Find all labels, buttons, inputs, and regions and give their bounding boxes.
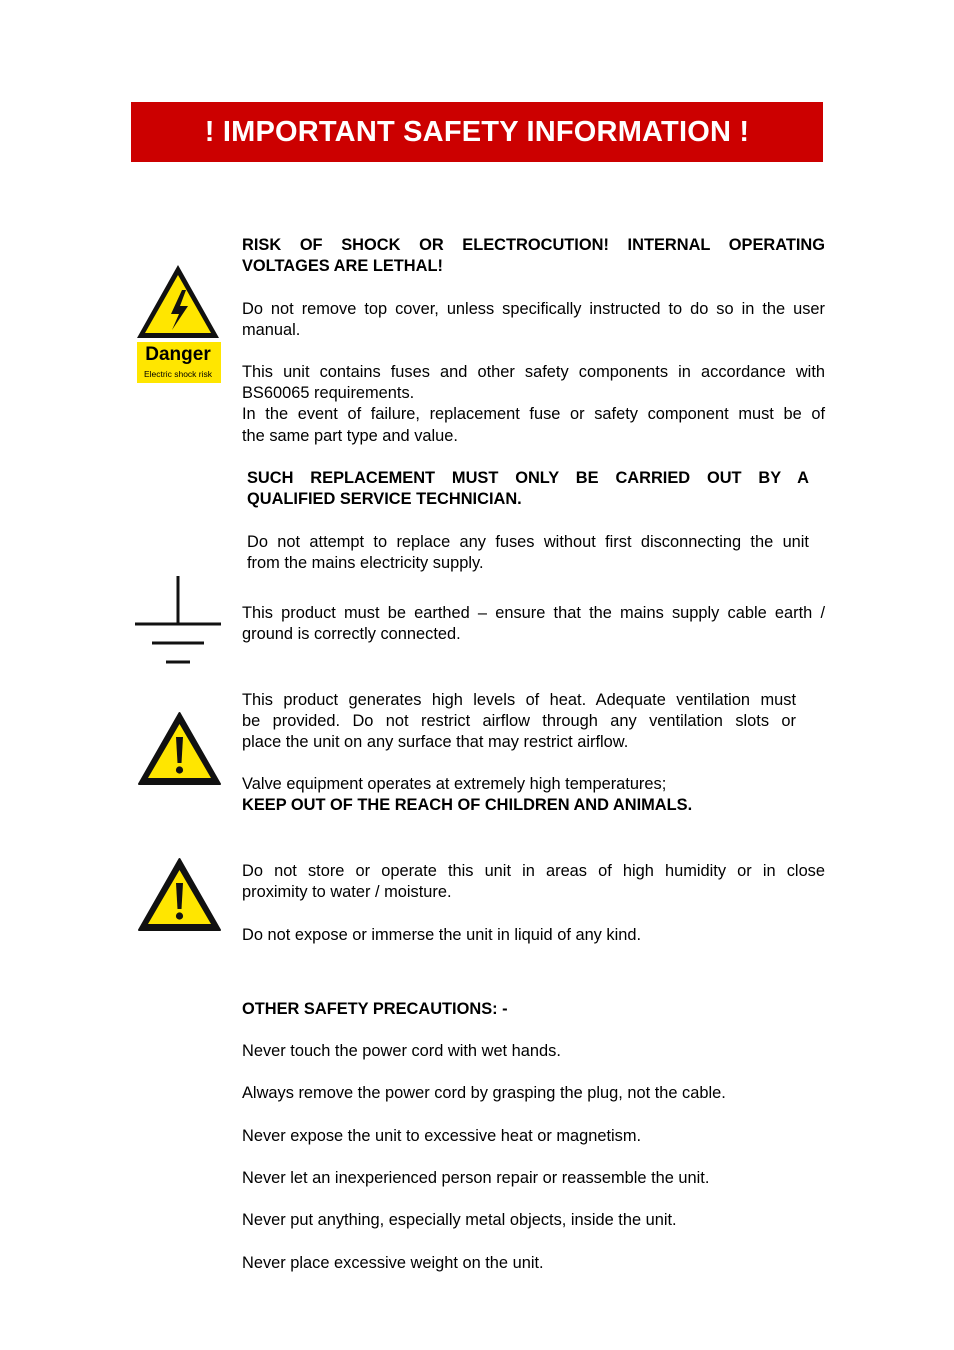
danger-label: Danger — [145, 344, 211, 365]
list-item: Always remove the power cord by grasping the plug, not the cable. — [242, 1084, 726, 1102]
liquid-paragraph: Do not expose or immerse the unit in liquid of any kind. — [242, 926, 642, 944]
earth-paragraph: This product must be earthed – ensure that the mains supply cable earth / ground is correctly connected. — [242, 604, 825, 644]
danger-electric-shock-sign — [135, 262, 221, 384]
page-title: ! IMPORTANT SAFETY INFORMATION ! — [131, 102, 823, 162]
earth-ground-icon — [133, 574, 223, 666]
list-item: Never place excessive weight on the unit. — [242, 1254, 544, 1272]
humidity-paragraph: Do not store or operate this unit in areas of high humidity or in close proximity to water / moisture. — [242, 862, 825, 902]
list-item: Never let an inexperienced person repair or reassemble the unit. — [242, 1169, 710, 1187]
other-precautions-heading: OTHER SAFETY PRECAUTIONS: - — [242, 1000, 508, 1018]
qualified-technician-heading: SUCH REPLACEMENT MUST ONLY BE CARRIED OUT BY A QUALIFIED SERVICE TECHNICIAN. — [247, 469, 809, 509]
list-item: Never expose the unit to excessive heat or magnetism. — [242, 1127, 642, 1145]
warning-triangle-icon — [137, 711, 222, 786]
top-cover-paragraph: Do not remove top cover, unless specifically instructed to do so in the user manual. — [242, 300, 825, 340]
fuses-paragraph: This unit contains fuses and other safety components in accordance with BS60065 requirements. In the event of failure, replacement fuse or safety component must be of the same part type and value. — [242, 363, 825, 445]
danger-sublabel: Electric shock risk — [143, 369, 212, 379]
valve-temperature-paragraph: Valve equipment operates at extremely high temperatures; KEEP OUT OF THE REACH OF CHILDREN AND ANIMALS. — [242, 774, 825, 816]
list-item: Never put anything, especially metal objects, inside the unit. — [242, 1211, 677, 1229]
disconnect-paragraph: Do not attempt to replace any fuses without first disconnecting the unit from the mains electricity supply. — [247, 533, 809, 573]
warning-triangle-icon — [137, 857, 222, 932]
heat-paragraph: This product generates high levels of heat. Adequate ventilation must be provided. Do not restrict airflow through any ventilation slots or place the unit on any surface that may restrict airflow. — [242, 691, 796, 752]
list-item: Never touch the power cord with wet hands. — [242, 1042, 561, 1060]
children-warning: KEEP OUT OF THE REACH OF CHILDREN AND ANIMALS. — [242, 796, 693, 815]
shock-warning-heading: RISK OF SHOCK OR ELECTROCUTION! INTERNAL OPERATING VOLTAGES ARE LETHAL! — [242, 236, 825, 276]
